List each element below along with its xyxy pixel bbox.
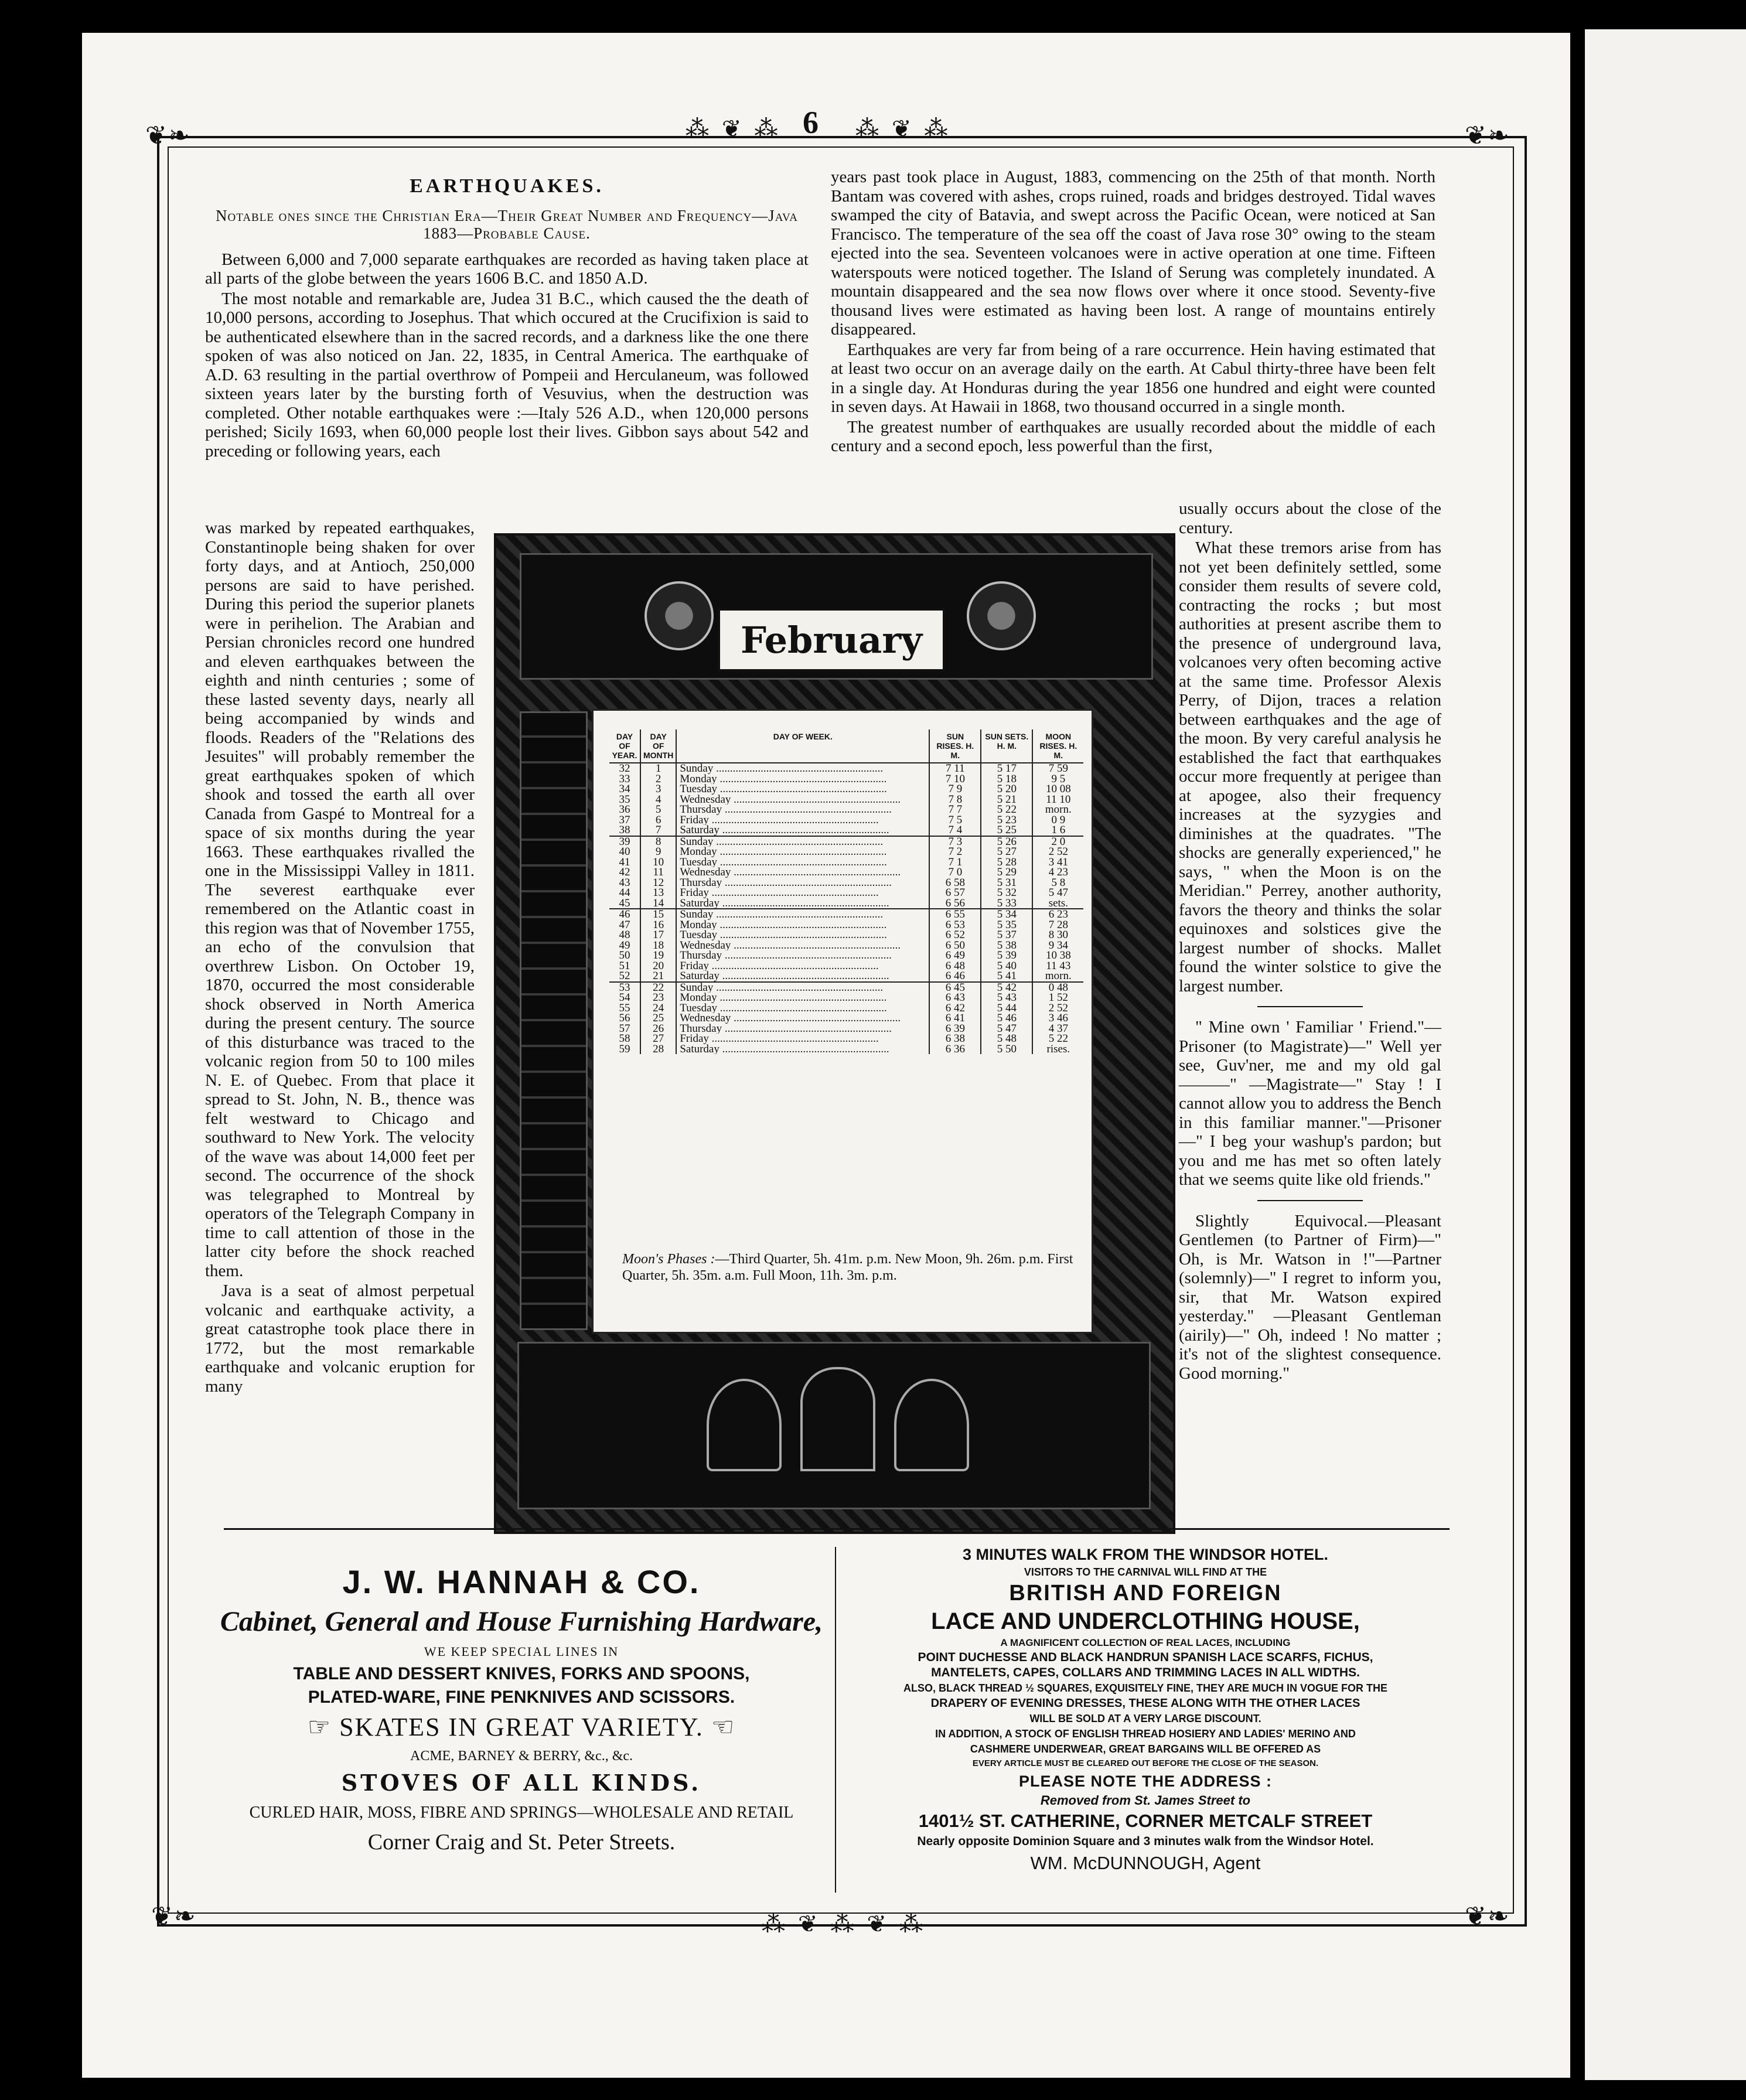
cell-day-of-year: 38 — [619, 824, 630, 836]
calendar-row — [609, 993, 1083, 1003]
cell-day-of-year: 34 — [619, 783, 630, 795]
cell-day-of-month: 20 — [640, 961, 676, 971]
cell-moon-rises: 9 34 — [1032, 940, 1083, 951]
cell-day-of-month: 16 — [640, 920, 676, 930]
cell-day-of-month: 9 — [640, 847, 676, 857]
cell-sun-rises: 6 45 — [929, 982, 981, 993]
cell-sun-sets: 5 42 — [981, 982, 1032, 993]
calendar-row — [609, 1013, 1083, 1024]
article-title: EARTHQUAKES. — [410, 175, 604, 197]
cell-day-of-month: 4 — [640, 795, 676, 805]
ad-hannah-line9: Corner Craig and St. Peter Streets. — [367, 1830, 676, 1854]
ad-lace-line5: A MAGNIFICENT COLLECTION OF REAL LACES, INCLUDING — [1000, 1637, 1291, 1648]
cell-sun-rises: 6 38 — [929, 1034, 981, 1044]
cell-day-of-month: 27 — [640, 1034, 676, 1044]
cell-day-of-year: 58 — [619, 1032, 630, 1045]
cell-sun-sets: 5 31 — [981, 878, 1032, 888]
cell-day-of-year: 32 — [619, 762, 630, 775]
cell-sun-rises: 7 3 — [929, 836, 981, 847]
cell-sun-sets: 5 21 — [981, 795, 1032, 805]
calendar-row — [609, 950, 1083, 961]
cell-moon-rises: 5 8 — [1032, 878, 1083, 888]
corner-ornament-icon: ❦❧ — [1465, 1901, 1510, 1931]
cell-moon-rises: 8 30 — [1032, 930, 1083, 940]
cell-sun-rises: 7 8 — [929, 795, 981, 805]
ad-lace-line18: WM. McDUNNOUGH, Agent — [1030, 1853, 1261, 1873]
cell-moon-rises: 1 52 — [1032, 993, 1083, 1003]
cell-sun-sets: 5 26 — [981, 836, 1032, 847]
moon-phases-text: —Third Quarter, 5h. 41m. p.m. New Moon, 9h. 26m. p.m. First Quarter, 5h. 35m. a.m. Full Moon, 11h. 3m. p.m. — [622, 1252, 1073, 1283]
cell-day-of-month: 22 — [640, 982, 676, 993]
calendar-left-pillar — [520, 711, 588, 1330]
cell-day-of-year: 54 — [619, 991, 630, 1004]
ad-hannah-line7: STOVES OF ALL KINDS. — [341, 1770, 702, 1796]
cell-moon-rises: 5 22 — [1032, 1034, 1083, 1044]
ad-hannah-name: J. W. HANNAH & CO. — [342, 1563, 701, 1600]
cell-day-of-year: 59 — [619, 1042, 630, 1055]
article-paragraph: The greatest number of earthquakes are usually recorded about the middle of each century and a second epoch, less powerful than the first, — [831, 417, 1435, 455]
calendar-row — [609, 888, 1083, 898]
ad-lace-line8: ALSO, BLACK THREAD ½ SQUARES, EXQUISITELY FINE, THEY ARE MUCH IN VOGUE FOR THE — [903, 1682, 1388, 1694]
cell-sun-rises: 6 39 — [929, 1024, 981, 1034]
corner-ornament-icon: ❦❧ — [151, 1901, 197, 1931]
corner-ornament-icon: ❦❧ — [1465, 121, 1510, 151]
cell-moon-rises: 3 41 — [1032, 857, 1083, 868]
cell-day-of-year: 40 — [619, 846, 630, 858]
ad-hannah-line6: ACME, BARNEY & BERRY, &c., &c. — [410, 1748, 633, 1764]
cell-moon-rises: 10 38 — [1032, 950, 1083, 961]
cell-day-of-month: 1 — [640, 763, 676, 774]
calendar-month-title: February — [718, 608, 945, 671]
cell-day-of-week: Friday ............................................................ — [676, 1034, 929, 1044]
cell-day-of-week: Wednesday ............................................................ — [676, 867, 929, 878]
cell-day-of-month: 19 — [640, 950, 676, 961]
calendar-footer-ornament — [517, 1342, 1151, 1509]
col-moon-rises: MOON RISES. H. M. — [1032, 729, 1083, 763]
cell-sun-sets: 5 32 — [981, 888, 1032, 898]
cell-sun-sets: 5 46 — [981, 1013, 1032, 1024]
calendar-row — [609, 971, 1083, 982]
ad-hannah — [217, 1562, 826, 1858]
hand-pointer-icon: ☞ — [307, 1713, 340, 1741]
cell-day-of-week: Monday ............................................................ — [676, 774, 929, 785]
article-paragraph: Earthquakes are very far from being of a rare occurrence. Hein having estimated that at least two occur on an average daily on the earth. At Cabul thirty-three have been felt in a single day. At Honduras during the year 1856 one hundred and eight were counted in seven days. At Hawaii in 1868, two thousand occurred in a single month. — [831, 340, 1435, 416]
ad-lace-line15: Removed from St. James Street to — [1040, 1793, 1251, 1808]
anecdote-familiar-friend: " Mine own ' Familiar ' Friend."—Prisoner (to Magistrate)—" Well yer see, Guv'ner, me and my old gal———" —Magistrate—" Stay ! I cannot allow you to address the Bench in this familiar manner."—Prisoner—" I beg your washup's pardon; but you and me has met so often lately that we seems quite like old friends." — [1179, 1018, 1441, 1189]
ad-hannah-line1: Cabinet, General and House Furnishing Hardware, — [220, 1606, 823, 1637]
cell-day-of-week: Monday ............................................................ — [676, 920, 929, 930]
corner-ornament-icon: ❦❧ — [145, 121, 191, 151]
cherub-right-icon — [967, 581, 1036, 650]
cell-sun-rises: 6 42 — [929, 1003, 981, 1014]
cell-sun-rises: 6 36 — [929, 1044, 981, 1055]
cell-sun-sets: 5 35 — [981, 920, 1032, 930]
next-page-edge — [1585, 29, 1746, 2080]
cell-sun-rises: 7 2 — [929, 847, 981, 857]
ad-hannah-line5: ☞ SKATES IN GREAT VARIETY. ☜ — [307, 1713, 736, 1741]
calendar-row — [609, 825, 1083, 836]
article-paragraph: Between 6,000 and 7,000 separate earthquakes are recorded as having taken place at all parts of the globe between the years 1606 B.C. and 1850 A.D. — [205, 250, 809, 288]
ad-lace-line3: BRITISH AND FOREIGN — [1009, 1581, 1282, 1605]
cell-sun-rises: 7 10 — [929, 774, 981, 785]
cell-day-of-year: 44 — [619, 887, 630, 899]
cell-day-of-week: Tuesday ............................................................ — [676, 784, 929, 795]
ad-lace-house — [844, 1545, 1447, 1876]
cell-sun-rises: 6 52 — [929, 930, 981, 940]
cell-day-of-week: Wednesday ............................................................ — [676, 940, 929, 951]
cell-sun-sets: 5 48 — [981, 1034, 1032, 1044]
col-day-of-week: DAY OF WEEK. — [676, 729, 929, 763]
palmette-icon — [800, 1367, 875, 1471]
calendar-row — [609, 898, 1083, 909]
cell-day-of-year: 51 — [619, 959, 630, 972]
article-col1-top — [205, 177, 809, 462]
cell-sun-sets: 5 33 — [981, 898, 1032, 909]
ad-hannah-line3: TABLE AND DESSERT KNIVES, FORKS AND SPOONS, — [293, 1664, 750, 1683]
anecdote-slightly-equivocal: Slightly Equivocal.—Pleasant Gentlemen (to Partner of Firm)—" Oh, is Mr. Watson in !"—Partner (solemnly)—" I regret to inform you, sir, that Mr. Watson expired yesterday." —Pleasant Gentleman (airily)—" Oh, indeed ! No matter ; it's not of the slightest consequence. Good morning." — [1179, 1211, 1441, 1383]
ad-lace-line14: PLEASE NOTE THE ADDRESS : — [1018, 1772, 1273, 1790]
article-paragraph: What these tremors arise from has not yet been definitely settled, some consider them results of severe cold, contracting the rocks ; but most authorities at present ascribe them to the presence of underground lava, volcanoes very often becoming active at the same time. Professor Alexis Perry, of Dijon, traces a relation between earthquakes and the age of the moon. By very careful analysis he established the fact that earthquakes occur more frequently at perigee than at apogee, also their frequency increases at the syzygies and diminishes at the quadrates. "The shocks are generally experienced," he says, " when the Moon is on the Meridian." Perrey, another authority, favors the theory and thinks the solar equinoxes and solstices give the largest number of shocks. Mallet found the winter solstice to give the largest number. — [1179, 538, 1441, 996]
cell-day-of-week: Sunday ............................................................ — [676, 909, 929, 920]
cell-day-of-week: Wednesday ............................................................ — [676, 1013, 929, 1024]
page-number: 6 — [803, 105, 819, 140]
ad-hannah-line8: CURLED HAIR, MOSS, FIBRE AND SPRINGS—WHOLESALE AND RETAIL — [249, 1804, 794, 1822]
cell-day-of-week: Monday ............................................................ — [676, 993, 929, 1003]
cell-day-of-week: Sunday ............................................................ — [676, 982, 929, 993]
calendar-row — [609, 930, 1083, 940]
article-subtitle: Notable ones since the Christian Era—Their Great Number and Frequency—Java 1883—Probable Cause. — [216, 206, 798, 242]
cell-moon-rises: 4 37 — [1032, 1024, 1083, 1034]
cell-day-of-week: Monday ............................................................ — [676, 847, 929, 857]
cell-moon-rises: 5 47 — [1032, 888, 1083, 898]
article-paragraph: was marked by repeated earthquakes, Constantinople being shaken for over forty days, and at Antioch, 250,000 persons are said to have perished. During this period the superior planets were in perihelion. The Arabian and Persian chronicles record one hundred and eleven earthquakes between the eighth and ninth centuries ; some of these lasted seventy days, nearly all being accompanied by winds and floods. Readers of the "Relations des Jesuites" will probably remember the great earthquakes spoken of which shook and tossed the earth all over Canada from Gaspé to Montreal for a space of six months during the year 1663. These earthquakes rivalled the one in the Mississippi Valley in 1811. The severest earthquake ever remembered on the Atlantic coast in this region was that of November 1755, an echo of the convulsion that overthrew Lisbon. On October 19, 1870, occurred the most considerable shock observed in North America during the present century. The source of this disturbance was traced to the volcanic region from 50 to 100 miles N. E. of Quebec. From that place it spread to St. John, N. B., thence was felt westward to Chicago and southward to New York. The velocity of the wave was about 14,000 feet per second. The occurrence of the shock was telegraphed to Montreal by operators of the Telegraph Company in time to call attention of those in the latter city before the shock reached them. — [205, 519, 475, 1280]
ad-lace-line6: POINT DUCHESSE AND BLACK HANDRUN SPANISH LACE SCARFS, FICHUS, — [918, 1651, 1373, 1664]
cell-day-of-week: Friday ............................................................ — [676, 815, 929, 826]
cell-sun-sets: 5 18 — [981, 774, 1032, 785]
griffin-right-icon — [894, 1379, 969, 1471]
cell-sun-sets: 5 43 — [981, 993, 1032, 1003]
cell-day-of-week: Friday ............................................................ — [676, 888, 929, 898]
section-divider — [1257, 1200, 1363, 1201]
cell-day-of-week: Saturday ............................................................ — [676, 825, 929, 836]
cell-sun-sets: 5 47 — [981, 1024, 1032, 1034]
cell-sun-rises: 6 46 — [929, 971, 981, 982]
cell-day-of-year: 52 — [619, 970, 630, 982]
cell-moon-rises: 9 5 — [1032, 774, 1083, 785]
calendar-table — [609, 729, 1083, 1054]
cell-day-of-year: 42 — [619, 866, 630, 878]
cell-day-of-week: Thursday ............................................................ — [676, 804, 929, 815]
cell-sun-sets: 5 38 — [981, 940, 1032, 951]
cell-sun-sets: 5 37 — [981, 930, 1032, 940]
cell-sun-sets: 5 39 — [981, 950, 1032, 961]
cell-moon-rises: 7 28 — [1032, 920, 1083, 930]
cell-day-of-week: Wednesday ............................................................ — [676, 795, 929, 805]
cell-day-of-week: Friday ............................................................ — [676, 961, 929, 971]
cell-sun-rises: 6 41 — [929, 1013, 981, 1024]
cell-sun-rises: 7 11 — [929, 763, 981, 774]
cell-sun-rises: 6 55 — [929, 909, 981, 920]
article-col1-narrow — [205, 519, 475, 1397]
header-ornament-icon: ⁂ ❦ ⁂ — [686, 115, 782, 142]
ad-lace-line10: WILL BE SOLD AT A VERY LARGE DISCOUNT. — [1029, 1713, 1261, 1724]
cell-sun-sets: 5 29 — [981, 867, 1032, 878]
cell-day-of-month: 15 — [640, 909, 676, 920]
cell-day-of-month: 6 — [640, 815, 676, 826]
cell-sun-rises: 7 4 — [929, 825, 981, 836]
cell-moon-rises: rises. — [1032, 1044, 1083, 1055]
cell-day-of-week: Sunday ............................................................ — [676, 836, 929, 847]
moon-phases — [622, 1251, 1079, 1284]
ad-lace-line1: 3 MINUTES WALK FROM THE WINDSOR HOTEL. — [963, 1546, 1328, 1563]
cell-moon-rises: sets. — [1032, 898, 1083, 909]
cell-sun-sets: 5 41 — [981, 971, 1032, 982]
cell-day-of-year: 43 — [619, 876, 630, 889]
cell-sun-sets: 5 22 — [981, 804, 1032, 815]
ads-divider — [224, 1528, 1450, 1530]
cell-day-of-year: 57 — [619, 1022, 630, 1035]
cell-moon-rises: 0 48 — [1032, 982, 1083, 993]
cell-sun-rises: 7 5 — [929, 815, 981, 826]
cell-moon-rises: 0 9 — [1032, 815, 1083, 826]
cell-day-of-week: Saturday ............................................................ — [676, 898, 929, 909]
cell-moon-rises: 11 43 — [1032, 961, 1083, 971]
cell-sun-sets: 5 27 — [981, 847, 1032, 857]
cell-day-of-month: 24 — [640, 1003, 676, 1014]
cell-moon-rises: 2 0 — [1032, 836, 1083, 847]
col-sun-sets: SUN SETS. H. M. — [981, 729, 1032, 763]
ad-lace-line17: Nearly opposite Dominion Square and 3 minutes walk from the Windsor Hotel. — [917, 1835, 1374, 1848]
ads-column-divider — [835, 1547, 836, 1893]
footer-ornament-icon: ⁂ ❦ ⁂ ❦ ⁂ — [762, 1911, 927, 1937]
cell-day-of-year: 55 — [619, 1001, 630, 1014]
cell-moon-rises: morn. — [1032, 804, 1083, 815]
cell-day-of-year: 50 — [619, 949, 630, 962]
cell-sun-rises: 7 1 — [929, 857, 981, 868]
cell-day-of-week: Saturday ............................................................ — [676, 971, 929, 982]
cell-day-of-year: 35 — [619, 793, 630, 806]
calendar-header-row — [609, 729, 1083, 763]
cell-day-of-year: 37 — [619, 813, 630, 826]
cell-day-of-month: 11 — [640, 867, 676, 878]
cell-moon-rises: 2 52 — [1032, 1003, 1083, 1014]
cell-day-of-week: Tuesday ............................................................ — [676, 857, 929, 868]
cell-day-of-year: 49 — [619, 939, 630, 952]
cell-day-of-year: 41 — [619, 855, 630, 868]
calendar-row — [609, 804, 1083, 815]
ad-lace-line12: CASHMERE UNDERWEAR, GREAT BARGAINS WILL BE OFFERED AS — [970, 1743, 1321, 1755]
cell-moon-rises: 3 46 — [1032, 1013, 1083, 1024]
cell-day-of-year: 47 — [619, 918, 630, 931]
cell-day-of-month: 18 — [640, 940, 676, 951]
ad-lace-line16: 1401½ ST. CATHERINE, CORNER METCALF STREET — [918, 1811, 1373, 1831]
calendar-row — [609, 867, 1083, 878]
cell-day-of-month: 8 — [640, 836, 676, 847]
cell-sun-rises: 7 7 — [929, 804, 981, 815]
cell-sun-rises: 7 9 — [929, 784, 981, 795]
cell-sun-sets: 5 44 — [981, 1003, 1032, 1014]
cell-day-of-month: 13 — [640, 888, 676, 898]
col-day-of-month: DAY OF MONTH — [640, 729, 676, 763]
cell-day-of-month: 7 — [640, 825, 676, 836]
cell-sun-rises: 6 48 — [929, 961, 981, 971]
cell-day-of-year: 39 — [609, 836, 640, 847]
calendar-row — [609, 909, 1083, 920]
ad-lace-line13: EVERY ARTICLE MUST BE CLEARED OUT BEFORE THE CLOSE OF THE SEASON. — [972, 1758, 1319, 1768]
cell-day-of-month: 3 — [640, 784, 676, 795]
calendar-row — [609, 847, 1083, 857]
cell-day-of-year: 56 — [619, 1012, 630, 1024]
cell-day-of-month: 10 — [640, 857, 676, 868]
article-col2-narrow — [1179, 499, 1441, 1384]
cell-day-of-week: Thursday ............................................................ — [676, 1024, 929, 1034]
cell-moon-rises: 7 59 — [1032, 763, 1083, 774]
cell-day-of-week: Thursday ............................................................ — [676, 878, 929, 888]
article-paragraph: The most notable and remarkable are, Judea 31 B.C., which caused the the death of 10,000 persons, according to Josephus. That which occured at the Crucifixion is said to be authenticated elsewhere than in the sacred records, and a darkness like the one there spoken of was also noticed on Jan. 22, 1835, in Central America. The earthquake of A.D. 63 resulting in the partial overthrow of Pompeii and Herculaneum, was followed sixteen years later by the bursting forth of Vesuvius, when the destruction was completed. Other notable earthquakes were :—Italy 526 A.D., when 120,000 persons perished; Sicily 1693, when 60,000 people lost their lives. Gibbon says about 542 and preceding or following years, each — [205, 289, 809, 461]
cell-day-of-month: 17 — [640, 930, 676, 940]
cell-sun-sets: 5 20 — [981, 784, 1032, 795]
cell-day-of-year: 33 — [619, 772, 630, 785]
cell-sun-sets: 5 23 — [981, 815, 1032, 826]
cell-day-of-year: 46 — [609, 909, 640, 920]
cell-sun-rises: 6 49 — [929, 950, 981, 961]
cell-sun-sets: 5 25 — [981, 825, 1032, 836]
article-paragraph: years past took place in August, 1883, commencing on the 25th of that month. North Bantam was covered with ashes, crops ruined, roads and bridges destroyed. Tidal waves swamped the city of Batavia, and swept across the Pacific Ocean, were noticed at San Francisco. The temperature of the sea off the coast of Java rose 30° owing to the steam ejected into the sea. Seventeen volcanoes were in active operation at one time. Fifteen waterspouts were noticed together. The Island of Serung was completely inundated. A mountain disappeared and the sea now flows over where it once stood. Seventy-five thousand lives were estimated as having been lost. A range of mountains entirely disappeared. — [831, 168, 1435, 339]
cell-day-of-month: 25 — [640, 1013, 676, 1024]
cell-day-of-year: 48 — [619, 929, 630, 941]
cell-sun-sets: 5 50 — [981, 1044, 1032, 1055]
article-col2-top — [831, 168, 1435, 457]
ad-lace-line2: VISITORS TO THE CARNIVAL WILL FIND AT THE — [1024, 1566, 1267, 1578]
ad-lace-line7: MANTELETS, CAPES, COLLARS AND TRIMMING LACES IN ALL WIDTHS. — [931, 1666, 1360, 1679]
moon-phases-label: Moon's Phases : — [622, 1252, 715, 1267]
cell-day-of-month: 23 — [640, 993, 676, 1003]
ad-hannah-line4: PLATED-WARE, FINE PENKNIVES AND SCISSORS. — [308, 1688, 735, 1707]
cell-day-of-month: 28 — [640, 1044, 676, 1055]
cell-moon-rises: 4 23 — [1032, 867, 1083, 878]
cell-day-of-month: 21 — [640, 971, 676, 982]
cell-moon-rises: 6 23 — [1032, 909, 1083, 920]
cell-sun-rises: 6 56 — [929, 898, 981, 909]
griffin-left-icon — [707, 1379, 782, 1471]
calendar-row — [609, 1044, 1083, 1055]
header-ornament-icon: ⁂ ❦ ⁂ — [855, 115, 952, 142]
cell-day-of-week: Saturday ............................................................ — [676, 1044, 929, 1055]
cell-moon-rises: 1 6 — [1032, 825, 1083, 836]
cell-sun-rises: 6 57 — [929, 888, 981, 898]
cell-moon-rises: morn. — [1032, 971, 1083, 982]
hand-pointer-icon: ☜ — [703, 1713, 736, 1741]
cell-sun-sets: 5 34 — [981, 909, 1032, 920]
cell-day-of-month: 12 — [640, 878, 676, 888]
calendar-row — [609, 784, 1083, 795]
cell-sun-rises: 6 43 — [929, 993, 981, 1003]
ad-lace-line4: LACE AND UNDERCLOTHING HOUSE, — [931, 1608, 1360, 1634]
ad-lace-line11: IN ADDITION, A STOCK OF ENGLISH THREAD HOSIERY AND LADIES' MERINO AND — [935, 1728, 1356, 1740]
cell-sun-rises: 6 53 — [929, 920, 981, 930]
calendar-row — [609, 763, 1083, 774]
cell-sun-rises: 6 50 — [929, 940, 981, 951]
cell-moon-rises: 10 08 — [1032, 784, 1083, 795]
ad-hannah-line2: WE KEEP SPECIAL LINES IN — [424, 1644, 619, 1659]
section-divider — [1257, 1006, 1363, 1007]
cell-sun-rises: 7 0 — [929, 867, 981, 878]
cell-day-of-month: 26 — [640, 1024, 676, 1034]
cell-sun-sets: 5 28 — [981, 857, 1032, 868]
cell-day-of-month: 2 — [640, 774, 676, 785]
col-day-of-year: DAY OF YEAR. — [609, 729, 640, 763]
cell-day-of-year: 45 — [619, 896, 630, 909]
cell-day-of-year: 53 — [609, 982, 640, 993]
col-sun-rises: SUN RISES. H. M. — [929, 729, 981, 763]
cell-sun-sets: 5 40 — [981, 961, 1032, 971]
cell-day-of-month: 5 — [640, 804, 676, 815]
cherub-left-icon — [644, 581, 714, 650]
ad-lace-line9: DRAPERY OF EVENING DRESSES, THESE ALONG WITH THE OTHER LACES — [930, 1697, 1360, 1710]
cell-day-of-week: Thursday ............................................................ — [676, 950, 929, 961]
cell-sun-sets: 5 17 — [981, 763, 1032, 774]
cell-day-of-week: Tuesday ............................................................ — [676, 1003, 929, 1014]
calendar-row — [609, 1034, 1083, 1044]
cell-day-of-year: 36 — [619, 803, 630, 816]
cell-sun-rises: 6 58 — [929, 878, 981, 888]
cell-moon-rises: 11 10 — [1032, 795, 1083, 805]
cell-day-of-week: Sunday ............................................................ — [676, 763, 929, 774]
article-paragraph: usually occurs about the close of the century. — [1179, 499, 1441, 537]
cell-day-of-week: Tuesday ............................................................ — [676, 930, 929, 940]
cell-day-of-month: 14 — [640, 898, 676, 909]
cell-moon-rises: 2 52 — [1032, 847, 1083, 857]
article-paragraph: Java is a seat of almost perpetual volcanic and earthquake activity, a great catastrophe took place there in 1772, but the most remarkable earthquake and volcanic eruption for many — [205, 1281, 475, 1396]
